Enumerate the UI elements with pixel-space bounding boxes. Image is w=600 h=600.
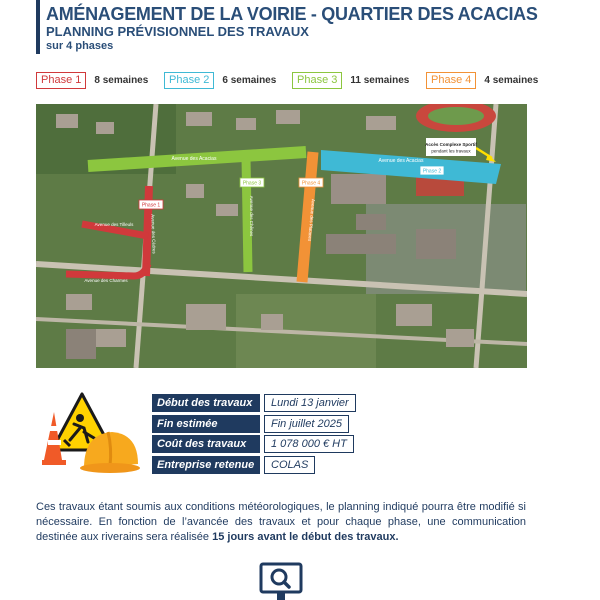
legend-phase-2-weeks: 6 semaines bbox=[222, 75, 277, 86]
legend-phase-2-badge: Phase 2 bbox=[164, 72, 214, 89]
legend-phase-3-badge: Phase 3 bbox=[292, 72, 342, 89]
info-value-end: Fin juillet 2025 bbox=[264, 415, 349, 433]
label-avenue-tilleuls: Avenue des Tilleuls bbox=[94, 222, 134, 227]
page-title: AMÉNAGEMENT DE LA VOIRIE - QUARTIER DES ACACIAS bbox=[46, 4, 538, 24]
label-avenue-acacias-west: Avenue des Acacias bbox=[171, 156, 217, 162]
legend-phase-4-weeks: 4 semaines bbox=[484, 75, 539, 86]
map-tag-phase-3: Phase 3 bbox=[242, 180, 262, 187]
project-info bbox=[40, 388, 560, 478]
map-annotation-line1: Accès Complexe Sportif bbox=[425, 142, 477, 147]
title-accent-bar bbox=[36, 0, 40, 54]
label-avenue-chenes: Avenue des Chênes bbox=[249, 195, 254, 237]
legend-phase-3 bbox=[292, 72, 409, 89]
phase-legend bbox=[36, 72, 566, 90]
legend-phase-2 bbox=[164, 72, 276, 89]
monitor-search-icon[interactable] bbox=[258, 562, 304, 600]
notice-text: Ces travaux étant soumis aux conditions météorologiques, le planning indiqué pourra être modifié si nécessaire. En fonction de l’avancée des travaux et pour chaque phase, une communication destinée aux riverains sera réalisée bbox=[36, 501, 526, 543]
info-value-cost: 1 078 000 € HT bbox=[264, 435, 354, 453]
label-avenue-cedres: Avenue des Cèdres bbox=[150, 214, 157, 254]
info-value-start: Lundi 13 janvier bbox=[264, 394, 356, 412]
label-avenue-platanes: Avenue des Platanes bbox=[307, 198, 316, 242]
label-avenue-charmes: Avenue des Charmes bbox=[84, 278, 128, 283]
info-label-cost: Coût des travaux bbox=[152, 435, 260, 453]
aerial-map bbox=[36, 104, 527, 368]
roadwork-sign-cone-helmet-icon bbox=[40, 390, 140, 476]
legend-phase-4 bbox=[426, 72, 538, 89]
legend-phase-3-weeks: 11 semaines bbox=[350, 75, 410, 86]
map-tag-phase-2: Phase 2 bbox=[422, 168, 442, 175]
info-label-company: Entreprise retenue bbox=[152, 456, 260, 474]
notice-paragraph bbox=[36, 500, 526, 545]
map-annotation-line2: pendant les travaux bbox=[431, 148, 471, 154]
page-subtitle: PLANNING PRÉVISIONNEL DES TRAVAUX bbox=[46, 24, 309, 39]
info-label-end: Fin estimée bbox=[152, 415, 260, 433]
map-tag-phase-4: Phase 4 bbox=[301, 180, 321, 187]
legend-phase-1 bbox=[36, 72, 148, 89]
legend-phase-1-weeks: 8 semaines bbox=[94, 75, 149, 86]
label-avenue-acacias-east: Avenue des Acacias bbox=[378, 158, 424, 164]
legend-phase-1-badge: Phase 1 bbox=[36, 72, 86, 89]
map-tag-phase-1: Phase 1 bbox=[141, 202, 161, 209]
notice-bold: 15 jours avant le début des travaux. bbox=[212, 531, 399, 543]
info-value-company: COLAS bbox=[264, 456, 315, 474]
info-label-start: Début des travaux bbox=[152, 394, 260, 412]
legend-phase-4-badge: Phase 4 bbox=[426, 72, 476, 89]
phases-note: sur 4 phases bbox=[46, 40, 114, 52]
